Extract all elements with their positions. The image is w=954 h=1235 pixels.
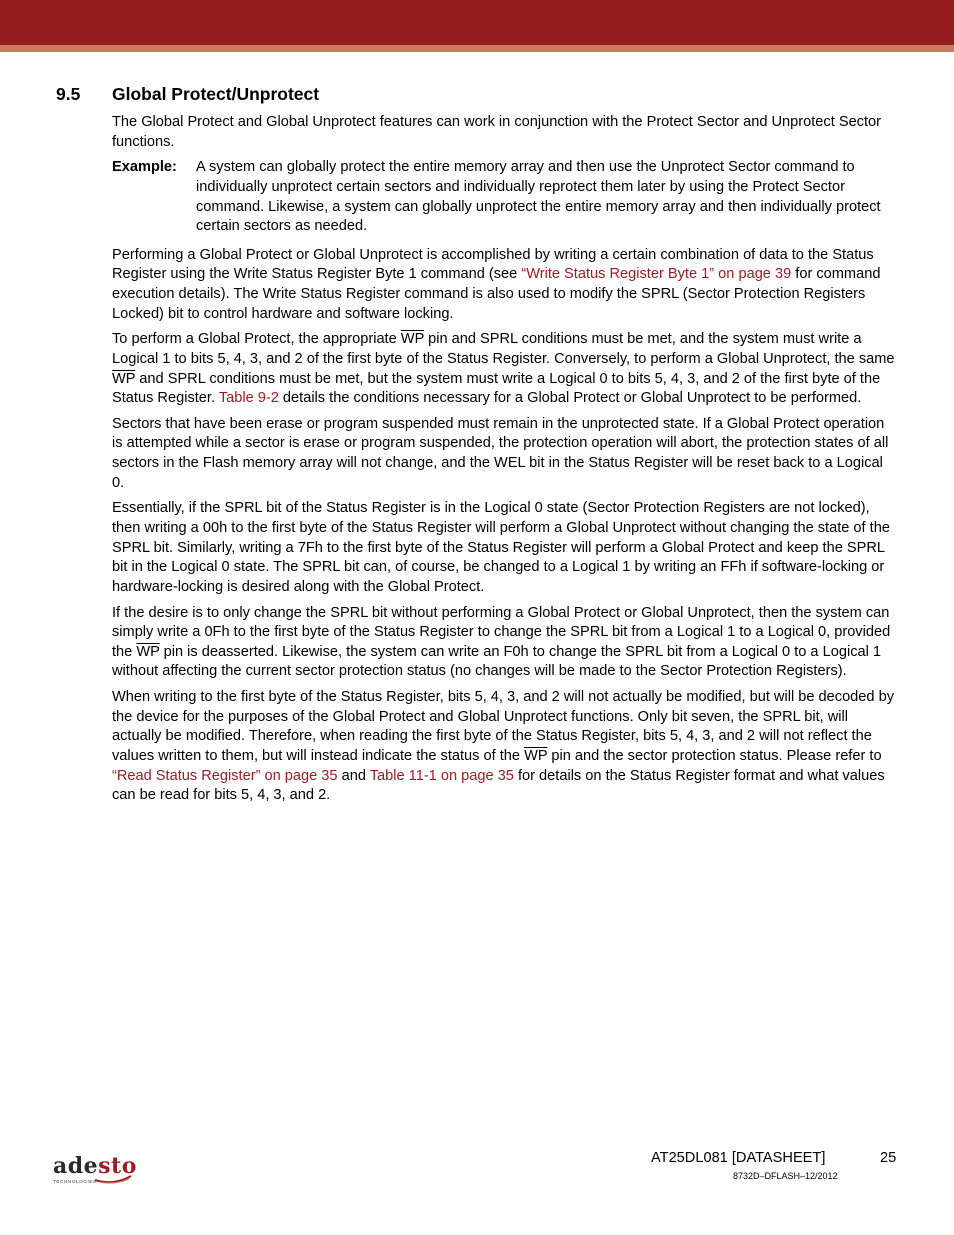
footer-doc-title: AT25DL081 [DATASHEET] <box>651 1150 826 1166</box>
p2-text-c: and SPRL conditions must be met, but the system must write a Logical 0 to bits 5, 4, 3, and 2 of the first byte of the Status Register. <box>112 370 881 407</box>
example-label: Example: <box>112 159 177 176</box>
example-block <box>112 158 897 236</box>
paragraph-global-protect <box>112 330 897 408</box>
wp-signal: $\overline{WP}$ <box>524 747 548 764</box>
p6-text-c: and <box>337 767 370 784</box>
paragraph-suspended-sectors: Sectors that have been erase or program suspended must remain in the unprotected state. If a Global Protect operation is attempted while a sector is erase or program suspended, the protection operation will abort, the protection states of all sectors in the Flash memory array will not change, and the WEL bit in the Status Register will be reset back to a Logical 0. <box>112 415 889 491</box>
p2-text-a: To perform a Global Protect, the appropriate <box>112 331 401 348</box>
intro-paragraph: The Global Protect and Global Unprotect features can work in conjunction with the Protect Sector and Unprotect Sector functions. <box>112 114 882 150</box>
header-stripe <box>0 45 954 52</box>
link-read-status-register[interactable]: “Read Status Register” on page 35 <box>112 767 338 784</box>
logo-swoosh-icon <box>93 1172 133 1184</box>
p6-text-b: pin and the sector protection status. Please refer to <box>547 747 882 764</box>
p5-text-a: If the desire is to only change the SPRL bit without performing a Global Protect or Global Unprotect, then the system can simply write a 0Fh to the first byte of the Status Register to change the SPRL bit from a Logical 1 to a Logical 0, provided the <box>112 604 891 660</box>
footer-page-number: 25 <box>880 1150 897 1166</box>
section-number: 9.5 <box>56 84 81 104</box>
p6-text-a: When writing to the first byte of the Status Register, bits 5, 4, 3, and 2 will not actually be modified, but will be decoded by the device for the purposes of the Global Protect and Global Unprotect functions. Only bit seven, the SPRL bit, will actually be modified. Therefore, when reading the first byte of the Status Register, bits 5, 4, 3, and 2 will not reflect the values written to them, but will instead indicate the status of the <box>112 689 894 764</box>
link-table-11-1[interactable]: Table 11-1 on page 35 <box>369 767 514 784</box>
p6-text-d: for details on the Status Register format and what values can be read for bits 5, 4, 3, and 2. <box>112 767 885 804</box>
logo-word-b: sto <box>98 1153 137 1179</box>
section-title: Global Protect/Unprotect <box>112 84 320 104</box>
link-write-status-register[interactable]: “Write Status Register Byte 1” on page 39 <box>521 266 792 283</box>
section-heading <box>56 84 319 105</box>
paragraph-write-status <box>112 246 897 324</box>
footer-doc-number: 8732D–DFLASH–12/2012 <box>733 1171 838 1181</box>
section-body <box>112 113 897 812</box>
paragraph-status-decode <box>112 688 897 806</box>
logo-word-a: ade <box>53 1153 99 1179</box>
logo-tagline: TECHNOLOGIES <box>53 1179 97 1184</box>
header-band <box>0 0 954 45</box>
adesto-logo <box>53 1154 143 1190</box>
paragraph-sprl-logical-0: Essentially, if the SPRL bit of the Status Register is in the Logical 0 state (Sector Protection Registers are not locked), then writing a 00h to the first byte of the Status Register will perform a Global Unprotect without changing the state of the SPRL bit. Similarly, writing a 7Fh to the first byte of the Status Register will perform a Global Protect and keep the SPRL bit in the Logical 0 state. The SPRL bit can, of course, be changed to a Logical 1 by writing an FFh if software-locking or hardware-locking is desired along with the Global Protect. <box>112 500 890 595</box>
wp-signal: $\overline{WP}$ <box>136 643 160 660</box>
example-text: A system can globally protect the entire memory array and then use the Unprotect Sector command to individually unprotect certain sectors and individually reprotect them later by using the Protect Sector command. Likewise, a system can globally unprotect the entire memory array and then individually protect certain sectors as needed. <box>196 159 881 235</box>
p2-text-d: details the conditions necessary for a Global Protect or Global Unprotect to be performed. <box>278 390 862 407</box>
paragraph-sprl-only <box>112 604 897 682</box>
p1-text-b: for command execution details). The Write Status Register command is also used to modify the SPRL (Sector Protection Registers Locked) bit to control hardware and software locking. <box>112 266 881 322</box>
p2-text-b: pin and SPRL conditions must be met, and the system must write a Logical 1 to bits 5, 4, 3, and 2 of the first byte of the Status Register. Conversely, to perform a Global Unprotect, the same <box>112 331 895 367</box>
link-table-9-2[interactable]: Table 9-2 <box>218 390 279 407</box>
wp-signal: $\overline{WP}$ <box>400 331 425 348</box>
p5-text-b: pin is deasserted. Likewise, the system can write an F0h to change the SPRL bit from a Logical 0 to a Logical 1 without affecting the current sector protection status (no changes will be made to the Sector Protection Registers). <box>112 643 882 680</box>
p1-text-a: Performing a Global Protect or Global Unprotect is accomplished by writing a certain combination of data to the Status Register using the Write Status Register Byte 1 command (see <box>112 246 874 283</box>
wp-signal: $\overline{WP}$ <box>112 370 136 387</box>
